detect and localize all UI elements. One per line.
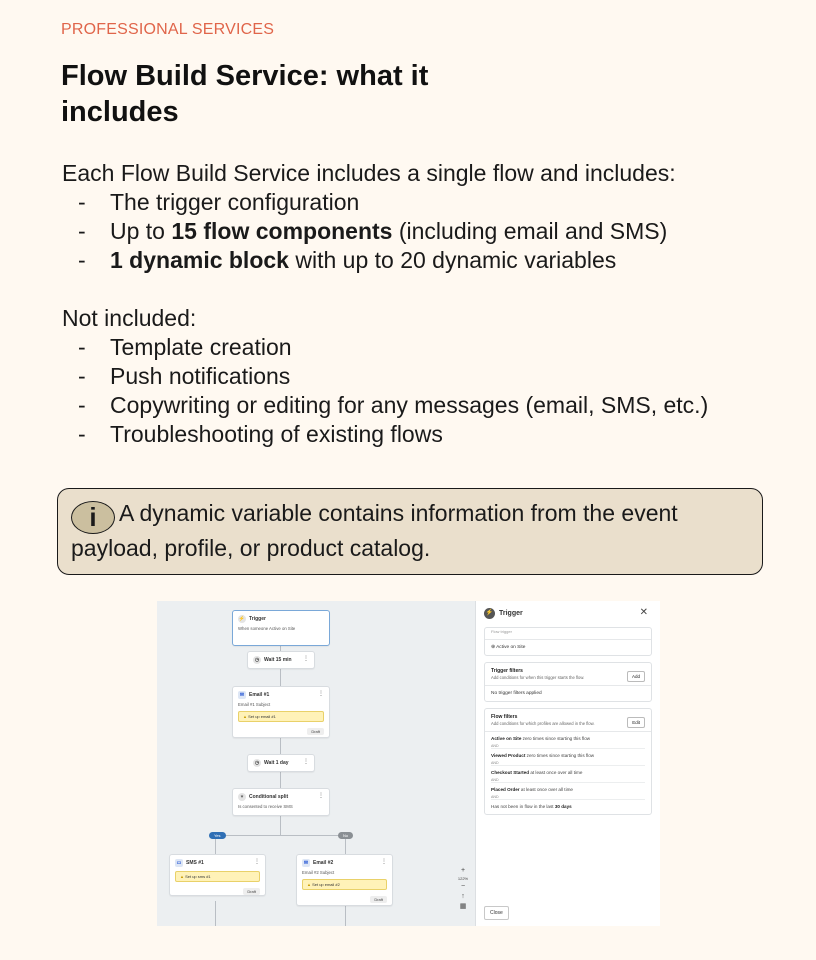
list-item: - Troubleshooting of existing flows [62,420,708,449]
body-text [62,159,708,449]
list-item-text: with up to 20 dynamic variables [288,247,617,273]
filter-metric: Placed Order [491,787,520,792]
trigger-icon: ⚡ [238,616,246,622]
email-node[interactable] [296,854,393,906]
no-trigger-filters: No trigger filters applied [485,685,651,701]
list-item-bold: 15 flow components [171,218,393,244]
panel-title: Trigger [499,609,523,617]
sms-node-title: SMS #1 [186,860,204,866]
flow-trigger-label: Flow trigger [491,629,512,634]
included-list [62,188,708,275]
edit-filter-button[interactable]: Edit [627,717,645,728]
draft-badge[interactable]: Draft [370,896,387,903]
warning-banner[interactable]: ▲ Set up email #1 [238,711,324,722]
draft-badge[interactable]: Draft [243,888,260,895]
filter-rule: at least once over all time [519,787,573,792]
zoom-in-icon[interactable]: + [460,867,466,874]
kebab-icon[interactable]: ⋮ [318,691,324,697]
conditional-split-node[interactable] [232,788,330,816]
split-node-desc: Is consented to receive SMS [238,804,293,809]
zoom-out-icon[interactable]: − [460,883,466,890]
eyebrow-label: PROFESSIONAL SERVICES [61,21,275,38]
filter-rule: Has not been in flow in the last [491,804,555,809]
list-item: - Copywriting or editing for any messages (email, SMS, etc.) [62,391,708,420]
email-icon: ✉ [303,860,309,866]
filter-rule: zero times since starting this flow [521,736,591,741]
filter-rule: at least once over all time [529,770,583,775]
flow-filters-card [484,708,652,815]
list-item: - Template creation [62,333,708,362]
trigger-icon: ⚡ [484,608,495,619]
filter-value: 30 days [554,804,572,809]
email-node-title: Email #1 [249,692,270,698]
info-callout [57,488,763,575]
wait-node[interactable] [247,651,315,669]
warning-banner[interactable]: ▲ Set up email #2 [302,879,387,890]
wait-node-label: Wait 15 min [264,657,292,663]
not-included-list [62,333,708,449]
info-icon: i [71,501,115,534]
wait-node-label: Wait 1 day [264,760,289,766]
zoom-controls [456,866,470,912]
fit-view-icon[interactable]: ↑ [461,893,465,900]
flow-filters-title: Flow filters [491,714,518,720]
warning-banner[interactable]: ▲ Set up sms #1 [175,871,260,882]
filter-metric: Viewed Product [491,753,526,758]
kebab-icon[interactable]: ⋮ [303,656,309,662]
close-button[interactable]: Close [484,906,509,920]
clock-icon: ◷ [254,760,260,766]
close-icon[interactable]: ✕ [639,607,648,618]
trigger-node[interactable] [232,610,330,646]
trigger-node-desc: When someone Active on Site [238,626,296,631]
not-included-heading: Not included: [62,305,197,331]
no-branch-pill: No [338,832,353,839]
intro-text: Each Flow Build Service includes a single flow and includes: [62,160,676,186]
trigger-value: Active on Site [496,645,526,650]
filter-metric: Active on Site [491,736,522,741]
list-item-text: Up to [110,218,172,244]
trigger-filters-title: Trigger filters [491,668,523,674]
kebab-icon[interactable]: ⋮ [318,793,324,799]
email-node-title: Email #2 [313,860,334,866]
sms-node[interactable] [169,854,266,896]
minimap-icon[interactable]: ▦ [459,903,467,910]
list-item-text: The trigger configuration [110,189,360,215]
and-divider: AND [491,758,645,766]
list-item [62,217,708,246]
filter-condition [485,766,651,775]
draft-badge[interactable]: Draft [307,728,324,735]
and-divider: AND [491,775,645,783]
callout-text: A dynamic variable contains information from the event payload, profile, or product catalog. [71,500,678,561]
email-icon: ✉ [239,692,245,698]
kebab-icon[interactable]: ⋮ [381,859,387,865]
flow-builder-screenshot [157,601,660,926]
trigger-card [484,627,652,656]
filter-condition [485,749,651,758]
page-title: Flow Build Service: what it includes [61,60,429,128]
split-node-title: Conditional split [249,794,289,800]
yes-branch-pill: Yes [209,832,226,839]
filter-condition [485,783,651,792]
list-item-bold: 1 dynamic block [110,247,289,273]
kebab-icon[interactable]: ⋮ [254,859,260,865]
filter-rule: zero times since starting this flow [525,753,595,758]
sms-icon: ▭ [176,860,182,866]
email-node-subject: Email #2 Subject [302,870,335,875]
filter-condition [485,732,651,741]
wait-node[interactable] [247,754,315,772]
add-filter-button[interactable]: Add [627,671,645,682]
filter-metric: Checkout Started [491,770,530,775]
list-item-text: (including email and SMS) [392,218,668,244]
trigger-node-title: Trigger [249,616,266,622]
email-node-subject: Email #1 Subject [238,702,271,707]
email-node[interactable] [232,686,330,738]
trigger-filters-card [484,662,652,702]
flow-canvas [157,601,475,926]
zoom-level: 122% [457,876,469,881]
split-icon: ⑂ [238,793,246,801]
trigger-filters-desc: Add conditions for when this trigger starts the flow. [491,675,585,680]
filter-condition [485,800,651,809]
kebab-icon[interactable]: ⋮ [303,759,309,765]
list-item: - Push notifications [62,362,708,391]
clock-icon: ◷ [254,657,260,663]
and-divider: AND [491,741,645,749]
trigger-select[interactable]: ⊕ Active on Site [485,639,651,655]
flow-filters-desc: Add conditions for which profiles are allowed in the flow. [491,721,595,726]
and-divider: AND [491,792,645,800]
trigger-side-panel [475,601,660,926]
list-item [62,246,708,275]
list-item [62,188,708,217]
